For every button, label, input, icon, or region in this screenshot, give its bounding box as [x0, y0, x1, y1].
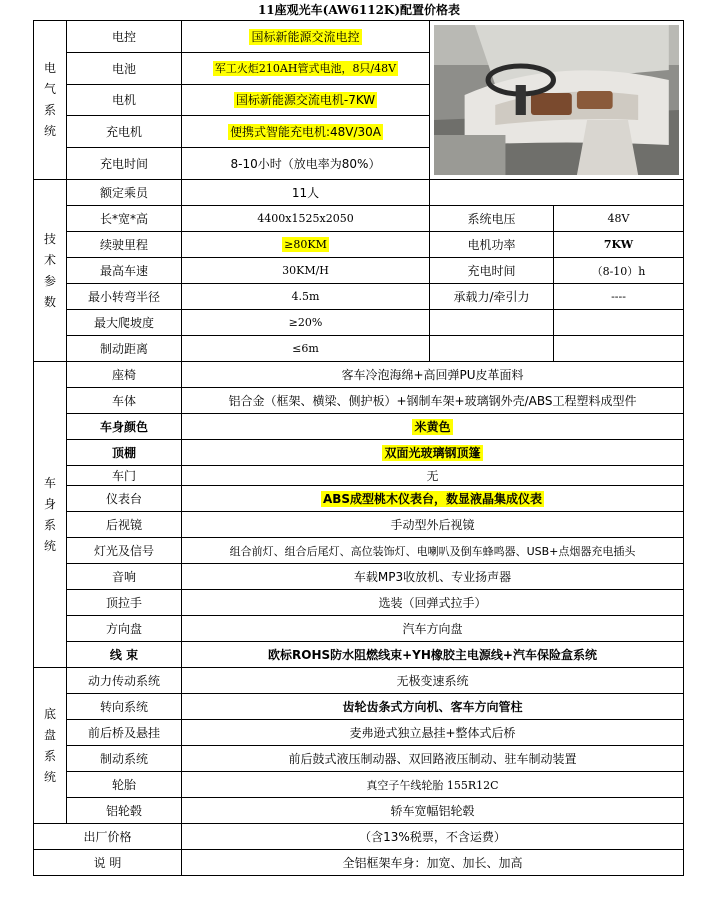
- table-row: [34, 850, 684, 876]
- row-label-2: 充电时间: [430, 258, 554, 284]
- row-label-2: 系统电压: [430, 206, 554, 232]
- section-technical: 技术参数: [34, 180, 67, 362]
- row-label: 方向盘: [67, 616, 182, 642]
- row-value: ≤6m: [182, 336, 430, 362]
- table-row: [34, 21, 684, 53]
- row-label-2: 电机功率: [430, 232, 554, 258]
- table-row: [34, 564, 684, 590]
- row-label: 顶拉手: [67, 590, 182, 616]
- table-row: [34, 180, 684, 206]
- row-value: 便携式智能充电机:48V/30A: [182, 116, 430, 148]
- table-title: 11座观光车(AW6112K)配置价格表: [257, 3, 461, 17]
- row-label: 前后桥及悬挂: [67, 720, 182, 746]
- row-value: 汽车方向盘: [182, 616, 684, 642]
- empty-cell: [554, 310, 684, 336]
- table-row: [34, 590, 684, 616]
- table-row: [34, 512, 684, 538]
- table-row: [34, 362, 684, 388]
- row-value: 国标新能源交流电控: [182, 21, 430, 53]
- row-value: 双面光玻璃钢顶篷: [182, 440, 684, 466]
- table-row: [34, 694, 684, 720]
- table-row: [34, 258, 684, 284]
- row-value: 无: [182, 466, 684, 486]
- row-label: 仪表台: [67, 486, 182, 512]
- row-value-2: 7KW: [554, 232, 684, 258]
- row-label: 最大爬坡度: [67, 310, 182, 336]
- row-label: 电池: [67, 52, 182, 84]
- row-value: 军工火炬210AH管式电池，8只/48V: [182, 52, 430, 84]
- table-row: [34, 206, 684, 232]
- table-row: [34, 538, 684, 564]
- table-row: [34, 798, 684, 824]
- row-label: 车身颜色: [67, 414, 182, 440]
- row-value: 4.5m: [182, 284, 430, 310]
- section-electrical: 电气系统: [34, 21, 67, 180]
- table-row: [34, 466, 684, 486]
- row-label: 最高车速: [67, 258, 182, 284]
- row-label: 轮胎: [67, 772, 182, 798]
- row-value: 11人: [182, 180, 430, 206]
- row-value: 4400x1525x2050: [182, 206, 430, 232]
- row-label: 车门: [67, 466, 182, 486]
- row-value: 麦弗逊式独立悬挂+整体式后桥: [182, 720, 684, 746]
- table-row: [34, 668, 684, 694]
- row-label: 电机: [67, 84, 182, 116]
- row-label: 车体: [67, 388, 182, 414]
- table-row: [34, 388, 684, 414]
- table-row: [34, 746, 684, 772]
- row-label: 充电时间: [67, 148, 182, 180]
- empty-cell: [430, 310, 554, 336]
- row-value: 前后鼓式液压制动器、双回路液压制动、驻车制动装置: [182, 746, 684, 772]
- row-value: ≥80KM: [182, 232, 430, 258]
- row-label-2: 承载力/牵引力: [430, 284, 554, 310]
- row-value: 轿车宽幅铝轮毂: [182, 798, 684, 824]
- empty-cell: [430, 180, 684, 206]
- table-row: [34, 232, 684, 258]
- row-label: 转向系统: [67, 694, 182, 720]
- row-label: 灯光及信号: [67, 538, 182, 564]
- row-label: 额定乘员: [67, 180, 182, 206]
- section-chassis: 底盘系统: [34, 668, 67, 824]
- table-row: [34, 310, 684, 336]
- table-row: [34, 616, 684, 642]
- table-row: [34, 772, 684, 798]
- table-row: [34, 414, 684, 440]
- table-row: [34, 440, 684, 466]
- spec-table: [33, 20, 684, 876]
- price-value: （含13%税票，不含运费）: [182, 824, 684, 850]
- row-value: 国标新能源交流电机-7KW: [182, 84, 430, 116]
- row-value: 无极变速系统: [182, 668, 684, 694]
- price-label: 出厂价格: [34, 824, 182, 850]
- row-value: 铝合金（框架、横梁、侧护板）+钢制车架+玻璃钢外壳/ABS工程塑料成型件: [182, 388, 684, 414]
- row-label: 制动系统: [67, 746, 182, 772]
- row-label: 动力传动系统: [67, 668, 182, 694]
- row-label: 铝轮毂: [67, 798, 182, 824]
- row-label: 长*宽*高: [67, 206, 182, 232]
- row-value: 齿轮齿条式方向机、客车方向管柱: [182, 694, 684, 720]
- row-value: 8-10小时（放电率为80%）: [182, 148, 430, 180]
- row-label: 电控: [67, 21, 182, 53]
- row-value-2: ----: [554, 284, 684, 310]
- table-row: [34, 642, 684, 668]
- row-value: 30KM/H: [182, 258, 430, 284]
- table-row: [34, 486, 684, 512]
- row-value: 组合前灯、组合后尾灯、高位装饰灯、电喇叭及倒车蜂鸣器、USB+点烟器充电插头: [182, 538, 684, 564]
- note-value: 全铝框架车身：加宽、加长、加高: [182, 850, 684, 876]
- row-value: 选装（回弹式拉手）: [182, 590, 684, 616]
- row-value: ABS成型桃木仪表台，数显液晶集成仪表: [182, 486, 684, 512]
- row-value-2: （8-10）h: [554, 258, 684, 284]
- product-photo: [430, 21, 684, 180]
- row-label: 顶棚: [67, 440, 182, 466]
- row-label: 制动距离: [67, 336, 182, 362]
- row-value-2: 48V: [554, 206, 684, 232]
- row-value: 真空子午线轮胎 155R12C: [182, 772, 684, 798]
- table-row: [34, 336, 684, 362]
- row-value: 米黄色: [182, 414, 684, 440]
- table-row: [34, 824, 684, 850]
- table-row: [34, 284, 684, 310]
- row-value: 手动型外后视镜: [182, 512, 684, 538]
- note-label: 说 明: [34, 850, 182, 876]
- row-value: ≥20%: [182, 310, 430, 336]
- row-label: 音响: [67, 564, 182, 590]
- row-label: 座椅: [67, 362, 182, 388]
- row-label: 后视镜: [67, 512, 182, 538]
- row-label: 线 束: [67, 642, 182, 668]
- row-label: 充电机: [67, 116, 182, 148]
- row-value: 欧标ROHS防水阻燃线束+YH橡胶主电源线+汽车保险盒系统: [182, 642, 684, 668]
- empty-cell: [430, 336, 554, 362]
- empty-cell: [554, 336, 684, 362]
- row-value: 车载MP3收放机、专业扬声器: [182, 564, 684, 590]
- dashboard-photo-icon: [434, 25, 679, 175]
- table-row: [34, 720, 684, 746]
- row-label: 最小转弯半径: [67, 284, 182, 310]
- section-body: 车身系统: [34, 362, 67, 668]
- row-value: 客车冷泡海绵+高回弹PU皮革面料: [182, 362, 684, 388]
- row-label: 续驶里程: [67, 232, 182, 258]
